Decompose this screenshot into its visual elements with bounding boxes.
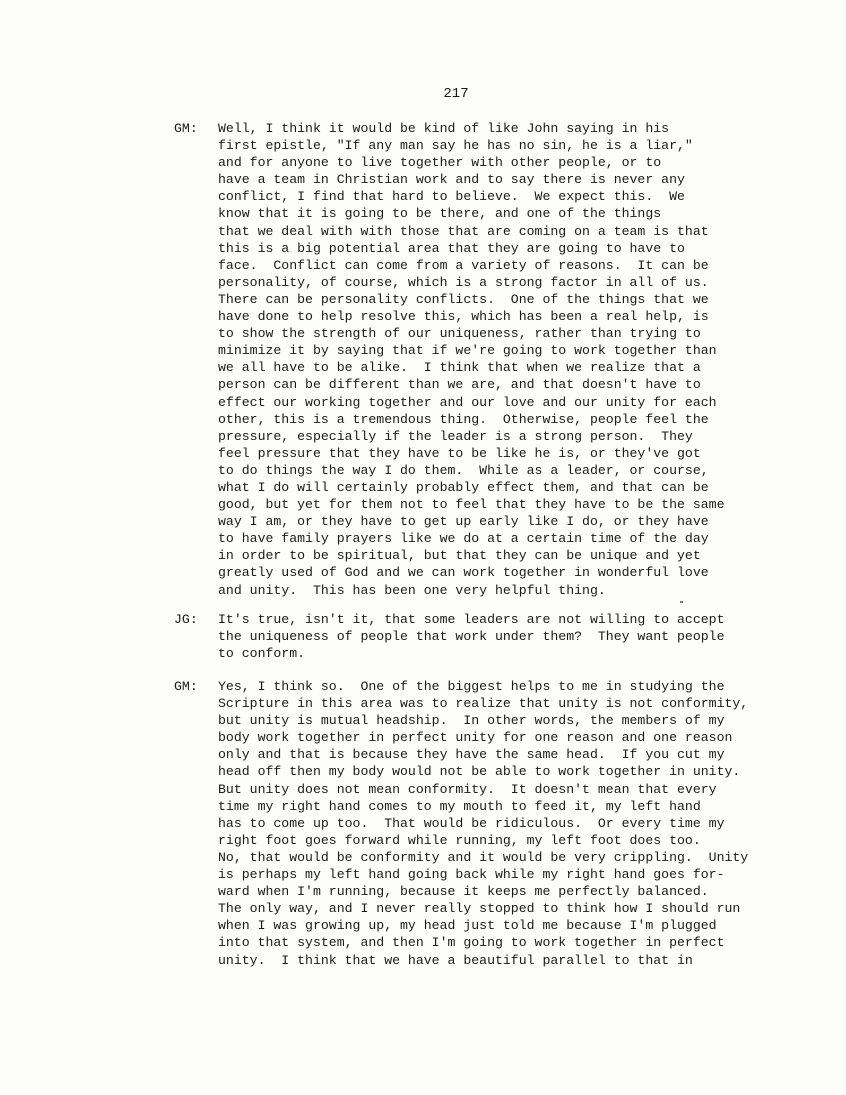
transcript-entry — [174, 678, 814, 969]
text-line: pressure, especially if the leader is a strong person. They — [218, 428, 693, 444]
text-line: It's true, isn't it, that some leaders are not willing to accept — [218, 612, 725, 627]
text-line: way I am, or they have to get up early like I do, or they have — [218, 514, 709, 530]
text-line: to do things the way I do them. While as a leader, or course, — [218, 462, 709, 478]
text-line: is perhaps my left hand going back while my right hand goes for- — [218, 867, 725, 883]
text-line: has to come up too. That would be ridiculous. Or every time my — [218, 815, 725, 831]
text-line: effect our working together and our love and our unity for each — [218, 394, 717, 410]
text-line: what I do will certainly probably effect them, and that can be — [218, 479, 709, 495]
text-line: and for anyone to live together with other people, or to — [218, 155, 662, 171]
text-line: know that it is going to be there, and one of the things — [218, 206, 662, 222]
text-line: first epistle, "If any man say he has no sin, he is a liar," — [218, 138, 693, 154]
text-line: unity. I think that we have a beautiful parallel to that in — [218, 952, 693, 968]
text-line: person can be different than we are, and that doesn't have to — [218, 377, 701, 393]
text-line: the uniqueness of people that work under them? They want people — [218, 629, 725, 645]
text-line: conflict, I find that hard to believe. We expect this. We — [218, 189, 685, 205]
text-line: Yes, I think so. One of the biggest helps to me in studying the — [218, 679, 725, 694]
text-line: to conform. — [218, 646, 306, 662]
text-line: other, this is a tremendous thing. Otherwise, people feel the — [218, 411, 709, 427]
text-line: have a team in Christian work and to say there is never any — [218, 172, 685, 188]
text-line: but unity is mutual headship. In other words, the members of my — [218, 713, 725, 729]
speaker-label: JG: — [174, 612, 198, 627]
text-line: Well, I think it would be kind of like John saying in his — [218, 121, 670, 136]
text-line: time my right hand comes to my mouth to feed it, my left hand — [218, 798, 701, 814]
text-line: greatly used of God and we can work together in wonderful love — [218, 565, 709, 581]
text-line: There can be personality conflicts. One of the things that we — [218, 291, 709, 307]
entry-text — [174, 611, 814, 662]
entry-text — [174, 678, 814, 969]
text-line: into that system, and then I'm going to work together in perfect — [218, 935, 725, 951]
scan-speck — [680, 601, 683, 603]
text-line: have done to help resolve this, which has been a real help, is — [218, 309, 709, 325]
text-line: good, but yet for them not to feel that they have to be the same — [218, 497, 725, 513]
entry-text — [174, 120, 814, 599]
transcript-entry — [174, 611, 814, 662]
text-line: The only way, and I never really stopped to think how I should run — [218, 901, 741, 917]
page-number: 217 — [443, 86, 469, 102]
text-line: and unity. This has been one very helpful thing. — [218, 582, 606, 598]
text-line: No, that would be conformity and it would be very crippling. Unity — [218, 849, 749, 865]
text-line: to show the strength of our uniqueness, rather than trying to — [218, 326, 701, 342]
text-line: only and that is because they have the same head. If you cut my — [218, 747, 725, 763]
text-line: to have family prayers like we do at a certain time of the day — [218, 531, 709, 547]
text-line: Scripture in this area was to realize that unity is not conformity, — [218, 696, 749, 712]
text-line: minimize it by saying that if we're going to work together than — [218, 343, 717, 359]
text-line: personality, of course, which is a strong factor in all of us. — [218, 274, 709, 290]
text-line: head off then my body would not be able to work together in unity. — [218, 764, 741, 780]
text-line: that we deal with with those that are coming on a team is that — [218, 223, 709, 239]
transcript-entry — [174, 120, 814, 599]
text-line: But unity does not mean conformity. It doesn't mean that every — [218, 781, 717, 797]
text-line: in order to be spiritual, but that they can be unique and yet — [218, 548, 701, 564]
text-line: ward when I'm running, because it keeps me perfectly balanced. — [218, 884, 709, 900]
text-line: face. Conflict can come from a variety of reasons. It can be — [218, 257, 709, 273]
text-line: feel pressure that they have to be like he is, or they've got — [218, 445, 701, 461]
text-line: when I was growing up, my head just told me because I'm plugged — [218, 918, 717, 934]
text-line: body work together in perfect unity for one reason and one reason — [218, 730, 733, 746]
text-line: right foot goes forward while running, my left foot does too. — [218, 832, 701, 848]
speaker-label: GM: — [174, 121, 198, 136]
text-line: we all have to be alike. I think that when we realize that a — [218, 360, 701, 376]
speaker-label: GM: — [174, 679, 198, 694]
text-line: this is a big potential area that they are going to have to — [218, 240, 685, 256]
